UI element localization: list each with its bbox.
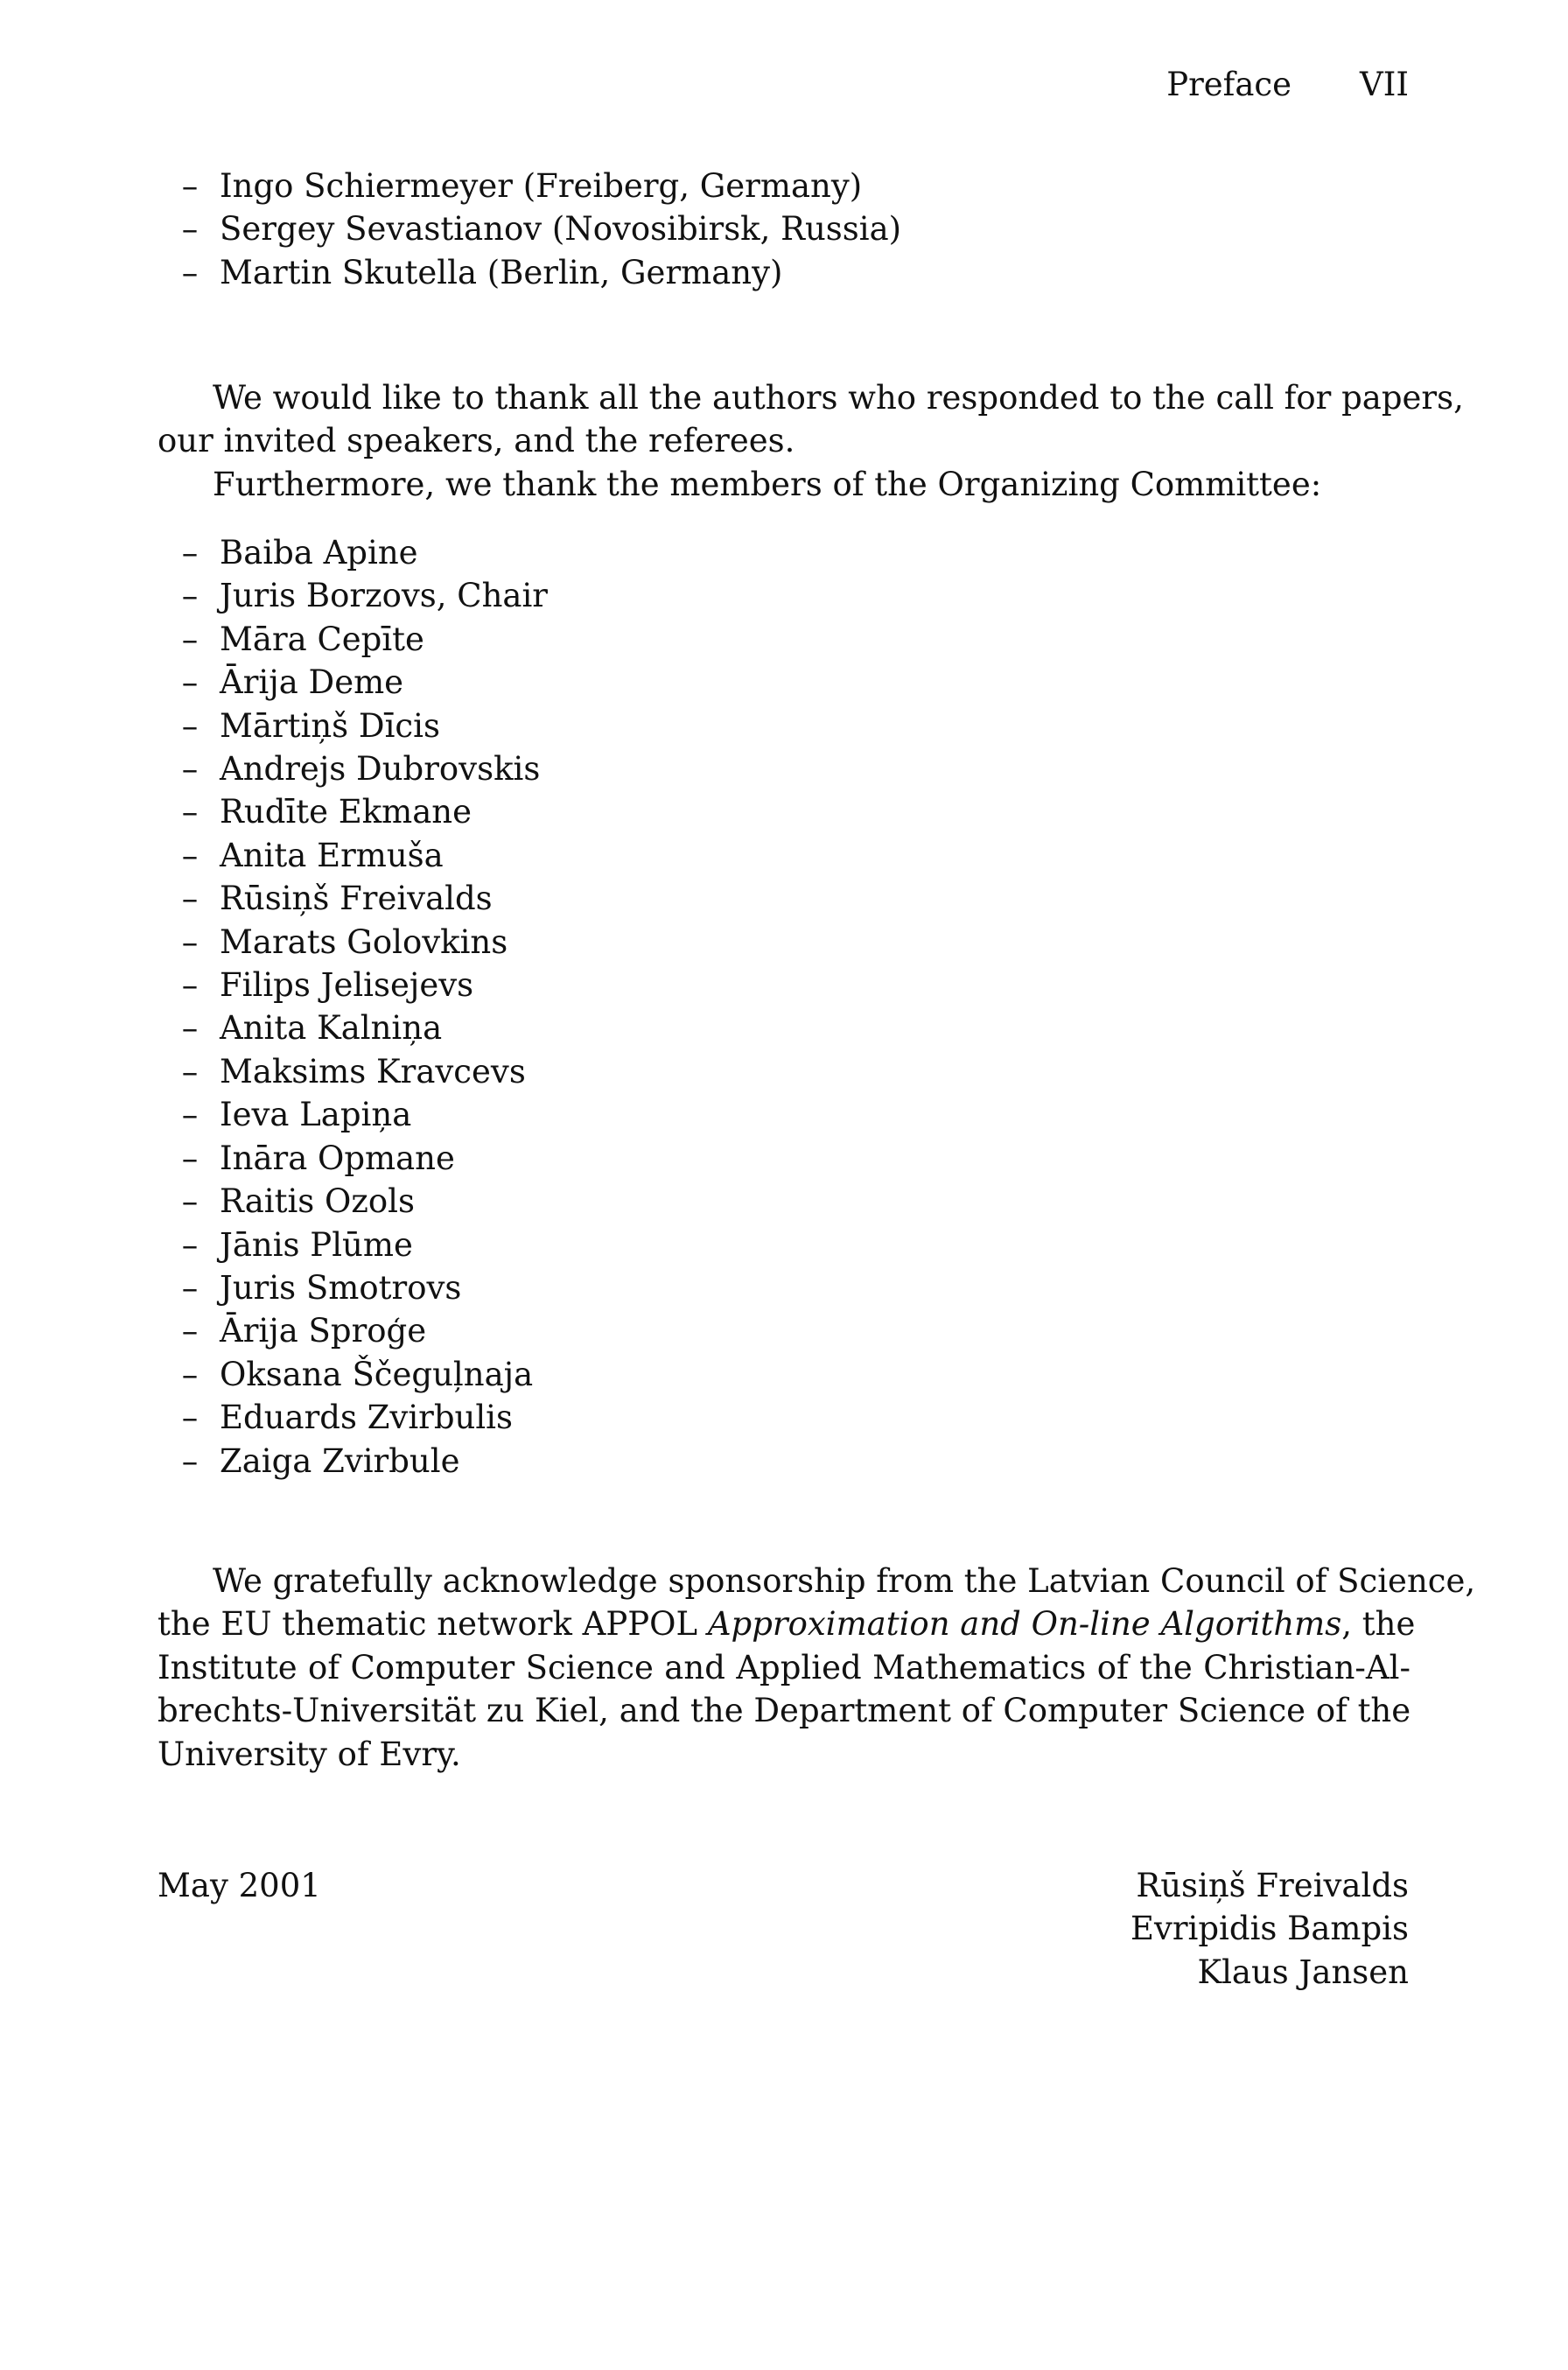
- network-title: Approximation and On-line Algorithms: [707, 1605, 1342, 1644]
- organizing-committee-list: [179, 531, 548, 1483]
- list-item: – Zaiga Zvirbule: [179, 1440, 548, 1483]
- running-head-section: Preface: [1166, 66, 1292, 103]
- list-dash: –: [181, 1441, 199, 1480]
- list-dash: –: [181, 966, 199, 1005]
- list-item: – Jānis Plūme: [179, 1224, 548, 1266]
- list-dash: –: [181, 1355, 199, 1393]
- list-item: – Mārtiņš Dīcis: [179, 705, 548, 747]
- paragraph-line: our invited speakers, and the referees.: [158, 422, 795, 460]
- list-item: – Ināra Opmane: [179, 1137, 548, 1180]
- list-dash: –: [181, 663, 199, 702]
- list-item: – Ieva Lapiņa: [179, 1093, 548, 1136]
- running-head: [1166, 68, 1409, 101]
- list-dash: –: [181, 534, 199, 571]
- list-dash: –: [181, 253, 199, 291]
- signature-block: [1130, 1864, 1409, 1994]
- acknowledgement-paragraph: [158, 1560, 1476, 1776]
- paragraph-line: Institute of Computer Science and Applied Mathematics of the Christian-Al-: [158, 1648, 1410, 1686]
- list-dash: –: [181, 1399, 199, 1437]
- list-item: – Eduards Zvirbulis: [179, 1396, 548, 1439]
- list-item: – Marats Golovkins: [179, 921, 548, 964]
- list-item: – Raitis Ozols: [179, 1180, 548, 1223]
- signature-name: Klaus Jansen: [1197, 1953, 1409, 1991]
- list-item: – Anita Kalniņa: [179, 1006, 548, 1049]
- list-dash: –: [181, 1225, 199, 1264]
- list-dash: –: [181, 1009, 199, 1048]
- list-item: – Sergey Sevastianov (Novosibirsk, Russia): [179, 207, 901, 250]
- list-dash: –: [181, 167, 199, 205]
- thanks-paragraph: [158, 376, 1464, 506]
- list-dash: –: [181, 836, 199, 874]
- list-item: – Juris Borzovs, Chair: [179, 574, 548, 617]
- list-item: – Andrejs Dubrovskis: [179, 747, 548, 790]
- list-dash: –: [181, 706, 199, 745]
- list-item: – Martin Skutella (Berlin, Germany): [179, 251, 901, 294]
- list-dash: –: [181, 1096, 199, 1134]
- paragraph-line: We would like to thank all the authors who responded to the call for papers,: [213, 379, 1464, 417]
- list-dash: –: [181, 1312, 199, 1350]
- list-dash: –: [181, 750, 199, 789]
- list-item: – Rudīte Ekmane: [179, 790, 548, 833]
- list-item: – Oksana Ščeguļnaja: [179, 1353, 548, 1396]
- list-dash: –: [181, 1052, 199, 1090]
- paragraph-line: Furthermore, we thank the members of the Organizing Committee:: [213, 465, 1322, 503]
- signature-name: Evripidis Bampis: [1130, 1910, 1409, 1948]
- paragraph-line: the EU thematic network APPOL Approximation and On-line Algorithms, the: [158, 1605, 1416, 1644]
- list-dash: –: [181, 577, 199, 615]
- paragraph-line: University of Evry.: [158, 1735, 461, 1773]
- list-dash: –: [181, 922, 199, 961]
- list-dash: –: [181, 793, 199, 831]
- list-dash: –: [181, 1139, 199, 1177]
- list-item: – Ārija Sproģe: [179, 1309, 548, 1352]
- list-dash: –: [181, 1182, 199, 1221]
- list-item: – Māra Cepīte: [179, 618, 548, 661]
- list-item: – Filips Jelisejevs: [179, 964, 548, 1006]
- list-dash: –: [181, 620, 199, 658]
- paragraph-line: We gratefully acknowledge sponsorship from the Latvian Council of Science,: [213, 1562, 1476, 1600]
- list-item: – Ārija Deme: [179, 661, 548, 704]
- list-item: – Baiba Apine: [179, 531, 548, 574]
- list-item: – Juris Smotrovs: [179, 1266, 548, 1309]
- page-number: VII: [1360, 66, 1409, 103]
- paragraph-line: brechts-Universität zu Kiel, and the Department of Computer Science of the: [158, 1692, 1411, 1730]
- signature-name: Rūsiņš Freivalds: [1136, 1867, 1409, 1904]
- list-item: – Ingo Schiermeyer (Freiberg, Germany): [179, 165, 901, 207]
- list-item: – Maksims Kravcevs: [179, 1050, 548, 1093]
- list-item: – Anita Ermuša: [179, 834, 548, 877]
- list-dash: –: [181, 880, 199, 918]
- preface-date: May 2001: [158, 1867, 321, 1904]
- list-dash: –: [181, 210, 199, 249]
- list-item: – Rūsiņš Freivalds: [179, 877, 548, 920]
- list-dash: –: [181, 1268, 199, 1307]
- program-committee-list: [179, 165, 901, 294]
